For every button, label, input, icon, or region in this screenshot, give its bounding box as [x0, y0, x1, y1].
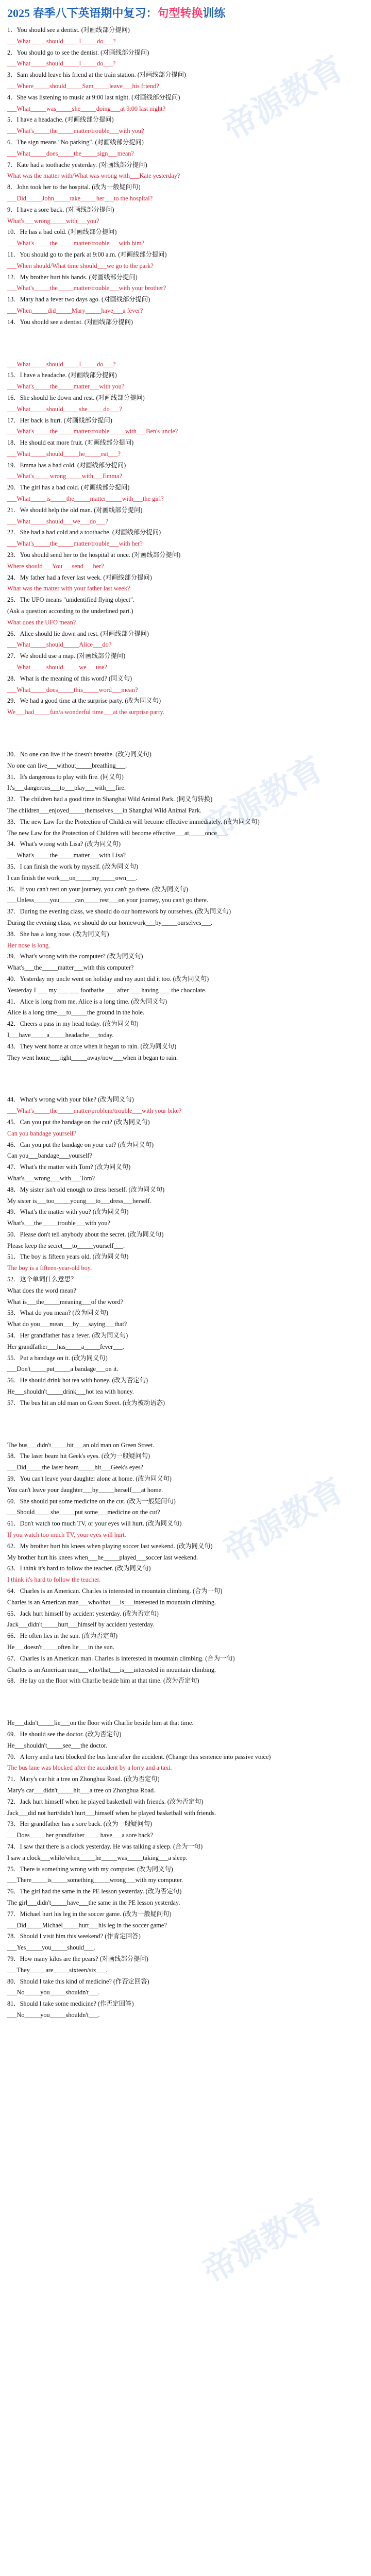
- answer-line: Where should___You___send___her?: [7, 562, 104, 570]
- question-line: Can you___bandage___yourself?: [7, 1152, 92, 1160]
- question-line: What's___wrong___with___Tom?: [7, 1174, 95, 1182]
- question-line: The girl___didn't_____have___the same in the PE lesson yesterday.: [7, 1899, 180, 1906]
- question-line: ___What's_____the_____matter___with Lisa?: [7, 852, 126, 859]
- answer-line: ___What's_____the_____matter___with you?: [7, 383, 125, 391]
- question-line: 16．She should lie down and rest. (对画线部分提问): [7, 394, 145, 401]
- question-line: 8．John took her to the hospital. (改为一般疑问句): [7, 183, 141, 191]
- question-line: 2．You should go to see the dentist. (对画线部分提问): [7, 48, 149, 56]
- watermark: 帝源教育: [217, 1471, 351, 1570]
- answer-line: ___What's_____the_____matter/trouble___with you?: [7, 127, 144, 135]
- question-line: 7．Kate had a toothache yesterday. (对画线部分提问): [7, 161, 147, 168]
- question-line: 9．I have a sore back. (对画线部分提问): [7, 206, 114, 213]
- question-line: 64．Charles is an American. Charles is interested in mountain climbing. (合为一句): [7, 1587, 223, 1595]
- answer-line: ___What_____should_____I_____do___?: [7, 360, 116, 368]
- question-line: Yesterday I ___ my ___ ___ footbathe ___ after ___ having ___ the chocolate.: [7, 986, 207, 994]
- question-line: 46．Can you put the bandage on your cut? (改为同义句): [7, 1141, 154, 1148]
- question-line: 60．She should put some medicine on the cut. (改为一般疑问句): [7, 1497, 176, 1505]
- question-line: 34．What's wrong with Lisa? (改为同义句): [7, 840, 121, 848]
- question-line: They went home___right_____away/now___when it began to rain.: [7, 1054, 178, 1061]
- question-line: 41．Alice is long from me. Alice is a long time. (改为同义句): [7, 997, 167, 1005]
- question-line: 66．He often lies in the sun. (改为否定句): [7, 1632, 118, 1640]
- watermark: 帝源教育: [217, 49, 351, 148]
- question-line: 54．Her grandfather has a fever. (改为同义句): [7, 1332, 128, 1340]
- question-line: 4．She was listening to music at 9:00 last night. (对画线部分提问): [7, 93, 180, 101]
- answer-line: ___Did_____John_____take_____her___to the hospital?: [7, 194, 153, 202]
- question-line: The children___enjoyed_____themselves___in Shanghai Wild Animal Park.: [7, 807, 201, 814]
- question-line: 62．My brother hurt his knees when playing soccer last weekend. (改为同义句): [7, 1542, 213, 1550]
- question-line: 55．Put a bandage on it. (改为同义句): [7, 1354, 108, 1362]
- question-line: ___Unless_____you_____can_____rest___on your journey, you can't go there.: [7, 896, 209, 904]
- question-line: 37．During the evening class, we should do our homework by ourselves. (改为同义句): [7, 908, 231, 916]
- question-line: Charles is an American man___who/that___is___interested in mountain climbing.: [7, 1666, 216, 1673]
- answer-line: We___had_____fun/a wonderful time___at the surprise party.: [7, 708, 164, 716]
- watermark: 帝源教育: [196, 2192, 330, 2292]
- answer-line: ___What_____should___we___do___?: [7, 517, 109, 525]
- question-line: 57．The bus hit an old man on Green Street. (改为被动语态): [7, 1399, 165, 1406]
- question-line: 68．He lay on the floor with Charlie beside him at that time. (改为否定句): [7, 1677, 199, 1685]
- answer-line: The bus lane was blocked after the accident by a lorry and a taxi.: [7, 1764, 172, 1772]
- answer-line: Her nose is long.: [7, 941, 50, 949]
- answer-line: ___What_____should_____he_____eat___?: [7, 450, 121, 457]
- question-line: He___doesn't_____often lie___in the sun.: [7, 1643, 114, 1651]
- question-line: 19．Emma has a bad cold. (对画线部分提问): [7, 461, 126, 469]
- question-line: ___Does_____her grandfather_____have___a sore back?: [7, 1832, 154, 1839]
- question-line: 63．I think it's hard to follow the teacher. (改为同义句): [7, 1565, 151, 1572]
- question-line: 47．What's the matter with Tom? (改为同义句): [7, 1163, 131, 1171]
- answer-line: ___What's_____the_____matter/trouble___with your brother?: [7, 284, 166, 292]
- question-line: 31．It's dangerous to play with fire. (同义句): [7, 773, 124, 781]
- question-line: The new Law for the Protection of Children will become effective___at_____once___.: [7, 829, 228, 837]
- answer-line: ___What_____does_____this_____word___mean?: [7, 686, 138, 693]
- question-line: 69．He should see the doctor. (改为否定句): [7, 1730, 122, 1738]
- answer-line: ___What's_____the_____matter/trouble___with him?: [7, 240, 145, 247]
- answer-line: ___What's_____wrong_____with___Emma?: [7, 472, 122, 480]
- question-line: 65．Jack hurt himself by accident yesterday. (改为否定句): [7, 1609, 159, 1617]
- question-line: 20．The girl has a bad cold. (对画线部分提问): [7, 484, 130, 492]
- question-line: 45．Can you put the bandage on the cut? (改为同义句): [7, 1118, 150, 1126]
- question-line: 72．Jack hurt himself when he played basketball with friends. (改为否定句): [7, 1798, 204, 1805]
- question-line: 53．What do you mean? (改为同义句): [7, 1309, 109, 1317]
- title-part-2: 句型转换: [157, 7, 203, 20]
- question-line: 50．Please don't tell anybody about the secret. (改为同义句): [7, 1230, 164, 1238]
- question-line: 13．Mary had a fever two days ago. (对画线部分提问): [7, 296, 150, 303]
- question-line: I___have_____a_____headache___today.: [7, 1031, 114, 1039]
- question-line: 40．Yesterday my uncle went on holiday and my aunt did it too. (改为同义句): [7, 975, 209, 982]
- question-line: What does the word mean?: [7, 1286, 76, 1294]
- question-line: What do you___mean___by___saying___that?: [7, 1320, 127, 1328]
- question-line: I saw a clock___while/when_____he_____was_____taking___a sleep.: [7, 1854, 188, 1861]
- question-line: Please keep the secret___to_____yourself___.: [7, 1242, 125, 1249]
- question-line: 12．My brother hurt his hands. (对画线部分提问): [7, 273, 138, 281]
- question-line: 49．What's the matter with you? (改为同义句): [7, 1208, 129, 1216]
- question-line: 42．Cheers a pass in my head today. (改为同义句): [7, 1020, 139, 1028]
- question-line: 43．They went home at once when it began to rain. (改为同义句): [7, 1042, 177, 1050]
- question-line: 22．She had a bad cold and a toothache. (对画线部分提问): [7, 529, 161, 536]
- question-line: 51．The boy is fifteen years old. (改为同义句): [7, 1253, 129, 1261]
- question-line: The bus___didn't_____hit___an old man on Green Street.: [7, 1441, 155, 1449]
- section-gap: [7, 1409, 364, 1440]
- title-part-1: 2025 春季八下英语期中复习：: [7, 7, 158, 20]
- question-line: 52．这个单词什么意思？: [7, 1276, 77, 1283]
- answer-line: What does the UFO mean?: [7, 618, 76, 626]
- section-gap: [7, 1687, 364, 1718]
- question-line: ___Should_____she_____put some___medicine on the cut?: [7, 1509, 160, 1516]
- question-line: Jack___didn't_____hurt___himself by accident yesterday.: [7, 1621, 155, 1629]
- answer-line: ___When_____did_____Mary_____have___a fever?: [7, 307, 143, 314]
- question-line: 11．You should go to the park at 9:00 a.m. (对画线部分提问): [7, 250, 167, 258]
- answer-line: ___What's_____the_____matter/problem/trouble___with your bike?: [7, 1107, 182, 1115]
- question-line: 76．The girl had the same in the PE lesson yesterday. (改为否定句): [7, 1888, 182, 1895]
- question-line: 71．Mary's car hit a tree on Zhonghua Road. (改为否定句): [7, 1775, 160, 1783]
- question-line: 58．The laser beam hit Geek's eyes. (改为一般疑问句): [7, 1452, 150, 1460]
- question-line: 25．The UFO means "unidentified flying object".: [7, 596, 135, 604]
- question-line: My sister is___too_____young___to___dress___herself.: [7, 1197, 151, 1205]
- question-line: During the evening class, we should do our homework___by_____ourselves___.: [7, 919, 213, 926]
- answer-line: ___What_____should_____we___use?: [7, 664, 107, 671]
- question-line: ___Yes_____you_____should___.: [7, 1944, 95, 1952]
- question-line: No one can live___without_____breathing___.: [7, 761, 127, 769]
- question-line: 5．I have a headache. (对画线部分提问): [7, 116, 114, 124]
- answer-line: What was the matter with your father last week?: [7, 585, 130, 592]
- question-line: 3．Sam should leave his friend at the train station. (对画线部分提问): [7, 71, 186, 79]
- exercise-list: [7, 25, 364, 2021]
- question-line: 39．What's wrong with the computer? (改为同义句): [7, 953, 143, 960]
- answer-line: ___What_____was_____she_____doing___at 9:00 last night?: [7, 105, 166, 112]
- question-line: 67．Charles is an American man. Charles is interested in mountain climbing. (合为一句): [7, 1654, 235, 1662]
- question-line: 61．Don't watch too much TV, or your eyes will hurt. (改为同义句): [7, 1520, 182, 1528]
- question-line: 1．You should see a dentist. (对画线部分提问): [7, 26, 130, 33]
- question-line: 32．The children had a good time in Shanghai Wild Animal Park. (同义句转换): [7, 795, 213, 803]
- question-line: 14．You should see a dentist. (对画线部分提问): [7, 318, 133, 326]
- question-line: He___didn't_____lie___on the floor with Charlie beside him at that time.: [7, 1719, 194, 1727]
- question-line: 24．My father had a fever last week. (对画线部分提问): [7, 573, 152, 581]
- question-line: 78．Should I visit him this weekend? (作肯定回答): [7, 1933, 141, 1940]
- question-line: 74．I saw that there is a clock yesterday. He was talking a sleep. (合为一句): [7, 1842, 203, 1850]
- question-line: 28．What is the meaning of this word? (同义句): [7, 674, 132, 682]
- question-line: ___Did_____the laser beam_____hit___Geek's eyes?: [7, 1464, 144, 1471]
- answer-line: What was the matter with/What was wrong with___Kate yesterday?: [7, 172, 180, 180]
- question-line: 77．Michael hurt his leg in the soccer game. (改为一般疑问句): [7, 1910, 172, 1918]
- question-line: You can't leave your daughter___by_____herself___at home.: [7, 1486, 163, 1494]
- question-line: Alice is a long time___to_____the ground in the hole.: [7, 1009, 145, 1016]
- question-line: What is___the_____meaning___of the word?: [7, 1298, 124, 1306]
- question-line: 35．I can finish the work by myself. (改为同义句): [7, 862, 139, 870]
- question-line: 27．We should use a map. (对画线部分提问): [7, 652, 126, 660]
- answer-line: ___What's_____the_____matter/trouble___with her?: [7, 540, 143, 548]
- question-line: 70．A lorry and a taxi blocked the bus lane after the accident. (Change this sentence into passive voice): [7, 1753, 271, 1760]
- answer-line: ___What_____should_____I_____do___?: [7, 37, 116, 45]
- answer-line: What's___wrong_____with___you?: [7, 217, 99, 225]
- question-line: My brother hurt his knees when___he_____played___soccer last weekend.: [7, 1553, 198, 1561]
- section-gap: [7, 1063, 364, 1094]
- answer-line: ___What_____is_____the_____matter_____with___the girl?: [7, 495, 164, 503]
- question-line: What's___the_____matter___with this computer?: [7, 964, 134, 972]
- question-line: 6．The sign means "No parking". (对画线部分提问): [7, 138, 144, 146]
- question-line: ___Don't_____put_____a bandage___on it.: [7, 1365, 119, 1373]
- answer-line: ___What's_____the_____matter/trouble_____with___Ben's uncle?: [7, 428, 178, 435]
- question-line: Mary's car___didn't_____hit___a tree on Zhonghua Road.: [7, 1786, 156, 1794]
- question-line: 33．The new Law for the Protection of Children will become effective immediately. (改为同义句): [7, 818, 260, 825]
- watermark: 帝源教育: [196, 750, 330, 849]
- question-line: 56．He should drink hot tea with honey. (改为否定句): [7, 1377, 148, 1384]
- answer-line: ___What_____does_____the_____sign___mean?: [7, 149, 134, 157]
- question-line: 21．We should help the old man. (对画线部分提问): [7, 506, 143, 514]
- question-line: It's___dangerous___to___play___with___fire.: [7, 784, 126, 792]
- question-line: Jack___did not hurt/didn't hurt___himself when he played basketball with friends.: [7, 1809, 216, 1817]
- answer-line: ___What_____should_____I_____do___?: [7, 60, 116, 67]
- question-line: (Ask a question according to the underlined part.): [7, 607, 133, 615]
- question-line: 59．You can't leave your daughter alone at home. (改为同义句): [7, 1475, 172, 1483]
- question-line: 30．No one can live if he doesn't breathe. (改为同义句): [7, 751, 151, 758]
- question-line: 48．My sister isn't old enough to dress herself. (改为同义句): [7, 1185, 165, 1193]
- answer-line: ___What_____should_____Alice___do?: [7, 641, 112, 649]
- question-line: ___No_____you_____shouldn't___.: [7, 2011, 100, 2019]
- question-line: 81．Should I take some medicine? (作否定回答): [7, 2000, 134, 2008]
- answer-line: Can you bandage yourself?: [7, 1129, 77, 1137]
- question-line: He___shouldn't_____drink___hot tea with honey.: [7, 1388, 134, 1396]
- question-line: 73．Her grandfather has a sore back. (改为一般疑问句): [7, 1820, 153, 1828]
- question-line: What's___the_____trouble___with you?: [7, 1219, 110, 1227]
- page-title: [7, 6, 364, 21]
- question-line: 44．What's wrong with your bike? (改为同义句): [7, 1096, 134, 1104]
- question-line: 36．If you can't rest on your journey, you can't go there. (改为同义句): [7, 885, 188, 893]
- section-gap: [7, 328, 364, 359]
- answer-line: ___What_____should_____she_____do___?: [7, 405, 122, 413]
- question-line: 23．You should send her to the hospital at once. (对画线部分提问): [7, 551, 181, 559]
- question-line: I can finish the work___on_____my_____own___.: [7, 874, 138, 882]
- question-line: Charles is an American man___who/that___is___interested in mountain climbing.: [7, 1598, 216, 1606]
- question-line: 75．There is something wrong with my computer. (改为同义句): [7, 1865, 173, 1873]
- answer-line: ___When should/What time should___we go to the park?: [7, 262, 154, 269]
- question-line: 10．He has a bad cold. (对画线部分提问): [7, 228, 117, 236]
- question-line: ___No_____you_____shouldn't___.: [7, 1989, 100, 1996]
- question-line: 80．Should I take this kind of medicine? (作否定回答): [7, 1977, 149, 1985]
- question-line: ___There_____is_____something_____wrong___with my computer.: [7, 1876, 183, 1884]
- answer-line: ___Where_____should_____Sam_____leave___his friend?: [7, 82, 159, 90]
- question-line: 79．How many kilos are the pears? (对画线部分提问): [7, 1955, 148, 1962]
- question-line: 18．He should eat more fruit. (对画线部分提问): [7, 439, 134, 447]
- question-line: 15．I have a headache. (对画线部分提问): [7, 371, 117, 379]
- answer-line: I think it's hard to follow the teacher.: [7, 1576, 101, 1584]
- answer-line: The boy is a fifteen-year-old boy.: [7, 1264, 92, 1272]
- question-line: 17．Her back is hurt. (对画线部分提问): [7, 416, 112, 424]
- question-line: 38．She has a long nose. (改为同义句): [7, 930, 109, 938]
- question-line: 29．We had a good time at the surprise party. (改为同义句): [7, 697, 161, 705]
- question-line: 26．Alice should lie down and rest. (对画线部分提问): [7, 630, 149, 637]
- question-line: ___They_____are_____sixteen/six___.: [7, 1966, 108, 1974]
- answer-line: If you watch too much TV, your eyes will hurt.: [7, 1531, 126, 1539]
- section-gap: [7, 718, 364, 749]
- question-line: ___Did_____Michael_____hurt___his leg in the soccer game?: [7, 1921, 167, 1929]
- question-line: Her grandfather___has_____a_____fever___.: [7, 1343, 124, 1350]
- question-line: He___shouldn't_____see___the doctor.: [7, 1741, 108, 1749]
- title-part-3: 训练: [203, 7, 226, 20]
